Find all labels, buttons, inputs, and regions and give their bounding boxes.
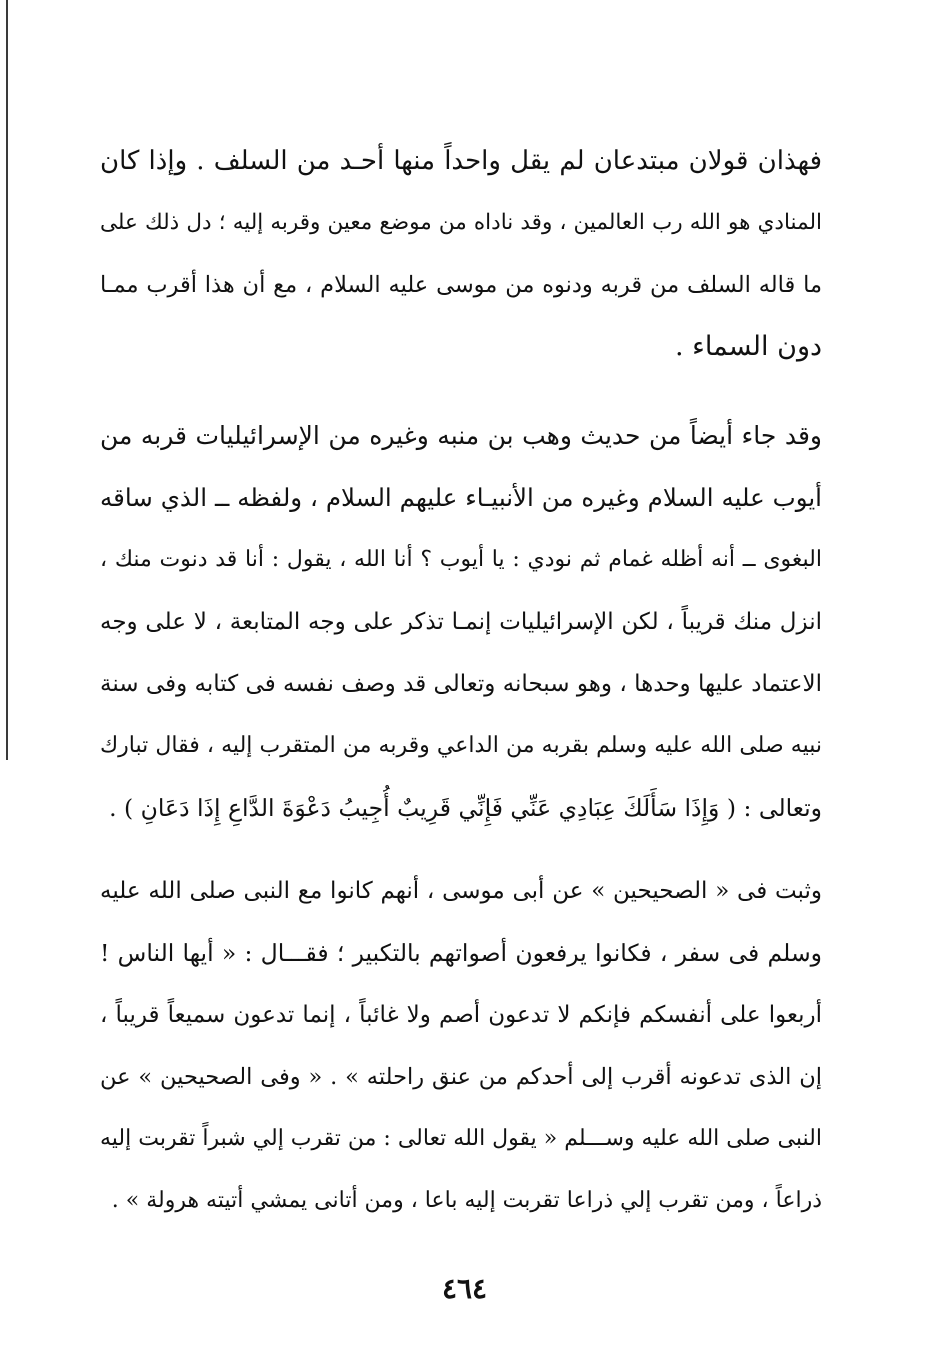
paragraph-2-line-4: انزل منك قريباً ، لكن الإسرائيليات إنمـا تذكر على وجه المتابعة ، لا على وجه xyxy=(100,609,822,635)
paragraph-3-line-1: وثبت فى « الصحيحين » عن أبى موسى ، أنهم كانوا مع النبى صلى الله عليه xyxy=(100,878,822,904)
paragraph-2-line-2: أيوب عليه السلام وغيره من الأنبيـاء عليهم السلام ، ولفظه ــ الذي ساقه xyxy=(100,483,822,512)
paragraph-1 xyxy=(100,130,822,378)
paragraph-3-line-3: أربعوا على أنفسكم فإنكم لا تدعون أصم ولا غائباً ، إنما تدعون سميعاً قريباً ، xyxy=(100,1002,822,1028)
paragraph-2 xyxy=(100,405,822,839)
paragraph-3-line-2: وسلم فى سفر ، فكانوا يرفعون أصواتهم بالتكبير ؛ فقـــال : « أيها الناس ! xyxy=(100,939,822,967)
paragraph-1-line-2: المنادي هو الله رب العالمين ، وقد ناداه من موضع معين وقربه إليه ؛ دل ذلك على xyxy=(100,210,822,235)
paragraph-2-line-1: وقد جاء أيضاً من حديث وهب بن منبه وغيره من الإسرائيليات قربه من xyxy=(100,421,822,450)
paragraph-2-line-5: الاعتماد عليها وحدها ، وهو سبحانه وتعالى قد وصف نفسه فى كتابه وفى سنة xyxy=(100,671,822,697)
paragraph-2-line-6: نبيه صلى الله عليه وسلم بقربه من الداعي وقربه من المتقرب إليه ، فقال تبارك xyxy=(100,733,822,758)
paragraph-3 xyxy=(100,860,822,1232)
paragraph-1-line-1: فهذان قولان مبتدعان لم يقل واحداً منها أحـد من السلف . وإذا كان xyxy=(100,146,822,176)
paragraph-3-line-4: إن الذى تدعونه أقرب إلى أحدكم من عنق راحلته » . « وفى الصحيحين » عن xyxy=(100,1064,822,1090)
paragraph-3-line-6: ذراعاً ، ومن تقرب إلي ذراعا تقربت إليه باعا ، ومن أتانى يمشي أتيته هرولة » . xyxy=(111,1188,822,1213)
paragraph-1-line-4: دون السماء . xyxy=(675,331,822,362)
paragraph-2-line-3: البغوى ــ أنه أظله غمام ثم نودي : يا أيوب ؟ أنا الله ، يقول : أنا قد دنوت منك ، xyxy=(100,547,822,572)
quran-verse-line: وتعالى : ( وَإِذَا سَأَلَكَ عِبَادِي عَنِّي فَإِنِّي قَرِيبٌ أُجِيبُ دَعْوَةَ الدَّاعِ إِذَا دَعَانِ ) . xyxy=(109,794,822,822)
page-number: ٤٦٤ xyxy=(441,1272,488,1305)
paragraph-1-line-3: ما قاله السلف من قربه ودنوه من موسى عليه السلام ، مع أن هذا أقرب ممـا xyxy=(100,272,822,298)
paragraph-3-line-5: النبى صلى الله عليه وســـلم « يقول الله تعالى : من تقرب إلي شبراً تقربت إليه xyxy=(100,1126,822,1151)
binding-edge-line xyxy=(6,0,8,760)
